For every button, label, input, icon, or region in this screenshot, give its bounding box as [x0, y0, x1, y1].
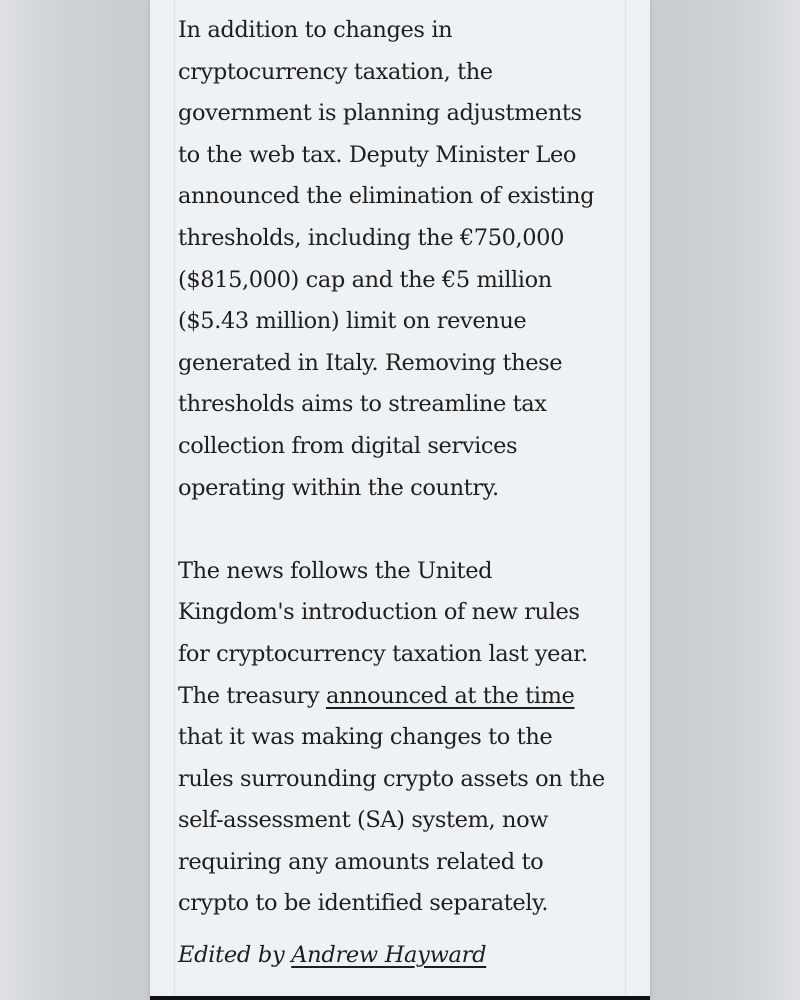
editor-credit-prefix: Edited by	[178, 942, 292, 968]
editor-name-link[interactable]: Andrew Hayward	[291, 942, 487, 968]
article-paragraph-2	[178, 551, 628, 925]
editor-credit	[178, 935, 486, 977]
article-paragraph-1: In addition to changes in cryptocurrency taxation, the government is planning adjustments to the web tax. Deputy Minister Leo announced the elimination of existing thresholds, including the €750,000 ($815,000) cap and the €5 million ($5.43 million) limit on revenue generated in Italy. Removing these thresholds aims to streamline tax collection from digital services operating within the country.	[178, 17, 595, 501]
announced-at-the-time-link[interactable]: announced at the time	[325, 682, 575, 709]
article-body	[178, 10, 628, 925]
paragraph-2-text-start: The news follows the United Kingdom's introduction of new rules for cryptocurrency taxation last year. The treasury	[178, 557, 588, 709]
paragraph-2-text-end: that it was making changes to the rules surrounding crypto assets on the self-assessment (SA) system, now requiring any amounts related to crypto to be identified separately.	[178, 724, 605, 917]
article-page	[150, 0, 650, 1000]
bottom-divider	[150, 996, 650, 1000]
